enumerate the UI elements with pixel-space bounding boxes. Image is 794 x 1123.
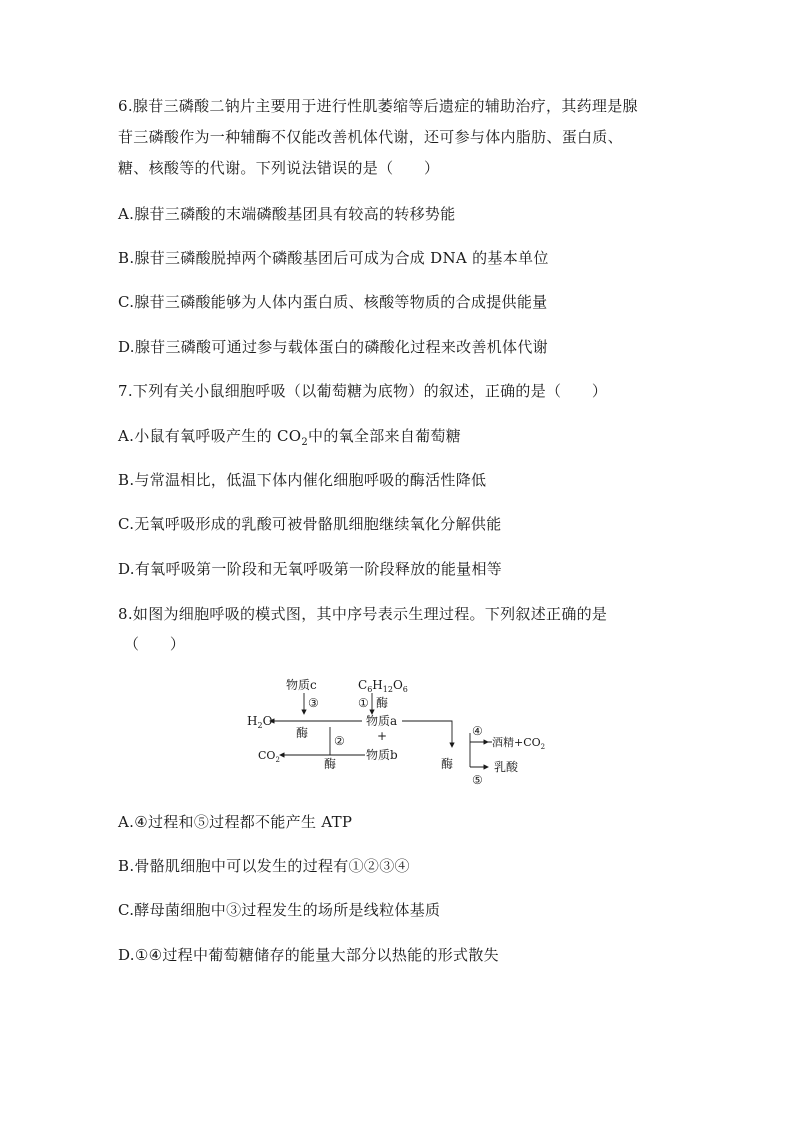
label-substance-c: 物质c	[286, 678, 317, 692]
q8-option-a: A.④过程和⑤过程都不能产生 ATP	[118, 813, 353, 831]
label-step2: ②	[334, 734, 345, 748]
label-enzyme-2: 酶	[296, 726, 309, 740]
label-substance-a: 物质a	[366, 714, 398, 728]
q8-option-d: D.①④过程中葡萄糖储存的能量大部分以热能的形式散失	[118, 946, 499, 964]
label-substance-b: 物质b	[366, 748, 398, 762]
arrow-to-co2	[280, 727, 365, 755]
label-enzyme-3: 酶	[324, 757, 337, 771]
label-enzyme-4: 酶	[441, 757, 454, 771]
cell-respiration-diagram	[240, 674, 560, 794]
label-glucose: $C_6H_{12}O_6$	[358, 678, 408, 694]
label-step1: ①	[358, 696, 369, 710]
q7-option-c: C.无氧呼吸形成的乳酸可被骨骼肌细胞继续氧化分解供能	[118, 515, 502, 533]
label-co2: $CO_2$	[258, 749, 280, 764]
label-alcohol: 酒精$+CO_2$	[492, 736, 546, 751]
label-step3: ③	[308, 696, 319, 710]
q7-option-d: D.有氧呼吸第一阶段和无氧呼吸第一阶段释放的能量相等	[118, 560, 503, 578]
q7-option-a-pre: A.小鼠有氧呼吸产生的 CO	[118, 427, 302, 445]
q6-option-b: B.腺苷三磷酸脱掉两个磷酸基团后可成为合成 DNA 的基本单位	[118, 249, 549, 267]
label-water: $H_2O$	[247, 714, 273, 730]
q8-option-b: B.骨骼肌细胞中可以发生的过程有①②③④	[118, 857, 410, 875]
q8-stem-line1: 8.如图为细胞呼吸的模式图，其中序号表示生理过程。下列叙述正确的是	[118, 605, 608, 623]
q7-option-a-sub: 2	[301, 437, 309, 448]
q6-option-c: C.腺苷三磷酸能够为人体内蛋白质、核酸等物质的合成提供能量	[118, 293, 548, 311]
q6-stem-line2: 苷三磷酸作为一种辅酶不仅能改善机体代谢，还可参与体内脂肪、蛋白质、	[118, 128, 623, 146]
q6-stem-line1: 6.腺苷三磷酸二钠片主要用于进行性肌萎缩等后遗症的辅助治疗，其药理是腺	[118, 97, 638, 115]
label-step5: ⑤	[472, 773, 483, 787]
q6-option-a: A.腺苷三磷酸的末端磷酸基团具有较高的转移势能	[118, 205, 456, 223]
q6-option-d: D.腺苷三磷酸可通过参与载体蛋白的磷酸化过程来改善机体代谢	[118, 338, 548, 356]
q7-stem: 7.下列有关小鼠细胞呼吸（以葡萄糖为底物）的叙述，正确的是（ ）	[118, 382, 608, 400]
q7-option-a	[118, 426, 461, 446]
q7-option-a-post: 中的氧全部来自葡萄糖	[308, 427, 462, 445]
label-plus: +	[377, 729, 388, 743]
q7-option-b: B.与常温相比，低温下体内催化细胞呼吸的酶活性降低	[118, 471, 487, 489]
arrow-a-right	[402, 721, 452, 747]
label-step4: ④	[472, 724, 483, 738]
q8-stem-line2: （ ）	[124, 635, 186, 653]
label-enzyme-1: 酶	[376, 696, 389, 710]
q8-option-c: C.酵母菌细胞中③过程发生的场所是线粒体基质	[118, 901, 441, 919]
q6-stem-line3: 糖、核酸等的代谢。下列说法错误的是（ ）	[118, 159, 440, 177]
label-lactic: 乳酸	[494, 760, 519, 774]
